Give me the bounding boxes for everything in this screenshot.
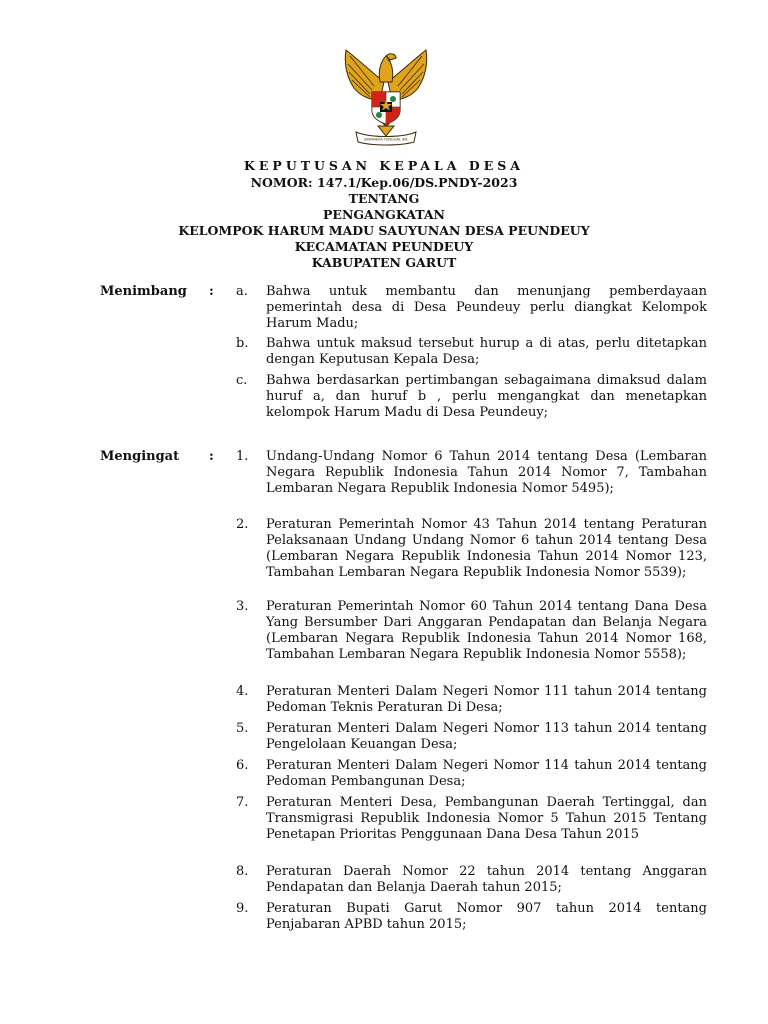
- item-text: Peraturan Menteri Desa, Pembangunan Daerah Tertinggal, dan Transmigrasi Republik Indonesia Nomor 5 Tahun 2015 Tentang Penetapan Prioritas Penggunaan Dana Desa Tahun 2015: [266, 795, 707, 842]
- mengingat-label: Mengingat: [100, 449, 180, 464]
- menimbang-label: Menimbang: [100, 284, 187, 299]
- item-marker: b.: [236, 336, 249, 351]
- item-marker: 8.: [236, 864, 249, 879]
- pengangkatan-heading: PENGANGKATAN: [323, 207, 445, 222]
- tentang-heading: TENTANG: [348, 191, 420, 206]
- item-text: Peraturan Pemerintah Nomor 60 Tahun 2014 tentang Dana Desa Yang Bersumber Dari Anggaran Pendapatan dan Belanja Negara (Lembaran Negara Republik Indonesia Tahun 2014 Nomor 168, Tambahan Lembaran Negara Republik Indonesia Nomor 5558);: [266, 599, 707, 662]
- item-text: Peraturan Daerah Nomor 22 tahun 2014 tentang Anggaran Pendapatan dan Belanja Daerah tahun 2015;: [266, 864, 707, 895]
- motto-text: BHINNEKA TUNGGAL IKA: [364, 137, 408, 142]
- garuda-emblem: [334, 42, 438, 146]
- item-text: Peraturan Pemerintah Nomor 43 Tahun 2014 tentang Peraturan Pelaksanaan Undang Undang Nomor 6 tahun 2014 tentang Desa (Lembaran Negara Republik Indonesia Tahun 2014 Nomor 123, Tambahan Lembaran Negara Republik Indonesia Nomor 5539);: [266, 517, 707, 580]
- item-text: Bahwa berdasarkan pertimbangan sebagaimana dimaksud dalam huruf a, dan huruf b , perlu mengangkat dan menetapkan kelompok Harum Madu di Desa Peundeuy;: [266, 373, 707, 420]
- item-text: Bahwa untuk membantu dan menunjang pemberdayaan pemerintah desa di Desa Peundeuy perlu diangkat Kelompok Harum Madu;: [266, 284, 707, 331]
- item-marker: 3.: [236, 599, 249, 614]
- item-text: Peraturan Menteri Dalam Negeri Nomor 111 tahun 2014 tentang Pedoman Teknis Peraturan Di Desa;: [266, 684, 707, 715]
- shield: [372, 92, 400, 124]
- kecamatan-heading: KECAMATAN PEUNDEUY: [294, 239, 474, 254]
- tail: [378, 126, 394, 136]
- item-marker: 9.: [236, 901, 249, 916]
- item-marker: 7.: [236, 795, 249, 810]
- item-marker: 6.: [236, 758, 249, 773]
- item-marker: 4.: [236, 684, 249, 699]
- item-text: Peraturan Menteri Dalam Negeri Nomor 114 tahun 2014 tentang Pedoman Pembangunan Desa;: [266, 758, 707, 789]
- subject-heading: KELOMPOK HARUM MADU SAUYUNAN DESA PEUNDEUY: [178, 223, 590, 238]
- item-marker: 5.: [236, 721, 249, 736]
- item-marker: a.: [236, 284, 248, 299]
- item-text: Peraturan Menteri Dalam Negeri Nomor 113 tahun 2014 tentang Pengelolaan Keuangan Desa;: [266, 721, 707, 752]
- item-marker: c.: [236, 373, 248, 388]
- item-marker: 2.: [236, 517, 249, 532]
- kabupaten-heading: KABUPATEN GARUT: [311, 255, 457, 270]
- item-text: Bahwa untuk maksud tersebut hurup a di atas, perlu ditetapkan dengan Keputusan Kepala Desa;: [266, 336, 707, 367]
- decree-number: NOMOR: 147.1/Kep.06/DS.PNDY-2023: [250, 175, 518, 190]
- decree-title: KEPUTUSAN KEPALA DESA: [244, 158, 524, 173]
- mengingat-colon: :: [209, 449, 214, 464]
- item-text: Peraturan Bupati Garut Nomor 907 tahun 2014 tentang Penjabaran APBD tahun 2015;: [266, 901, 707, 932]
- item-marker: 1.: [236, 449, 249, 464]
- item-text: Undang-Undang Nomor 6 Tahun 2014 tentang Desa (Lembaran Negara Republik Indonesia Tahun 2014 Nomor 7, Tambahan Lembaran Negara Republik Indonesia Nomor 5495);: [266, 449, 707, 496]
- menimbang-colon: :: [209, 284, 214, 299]
